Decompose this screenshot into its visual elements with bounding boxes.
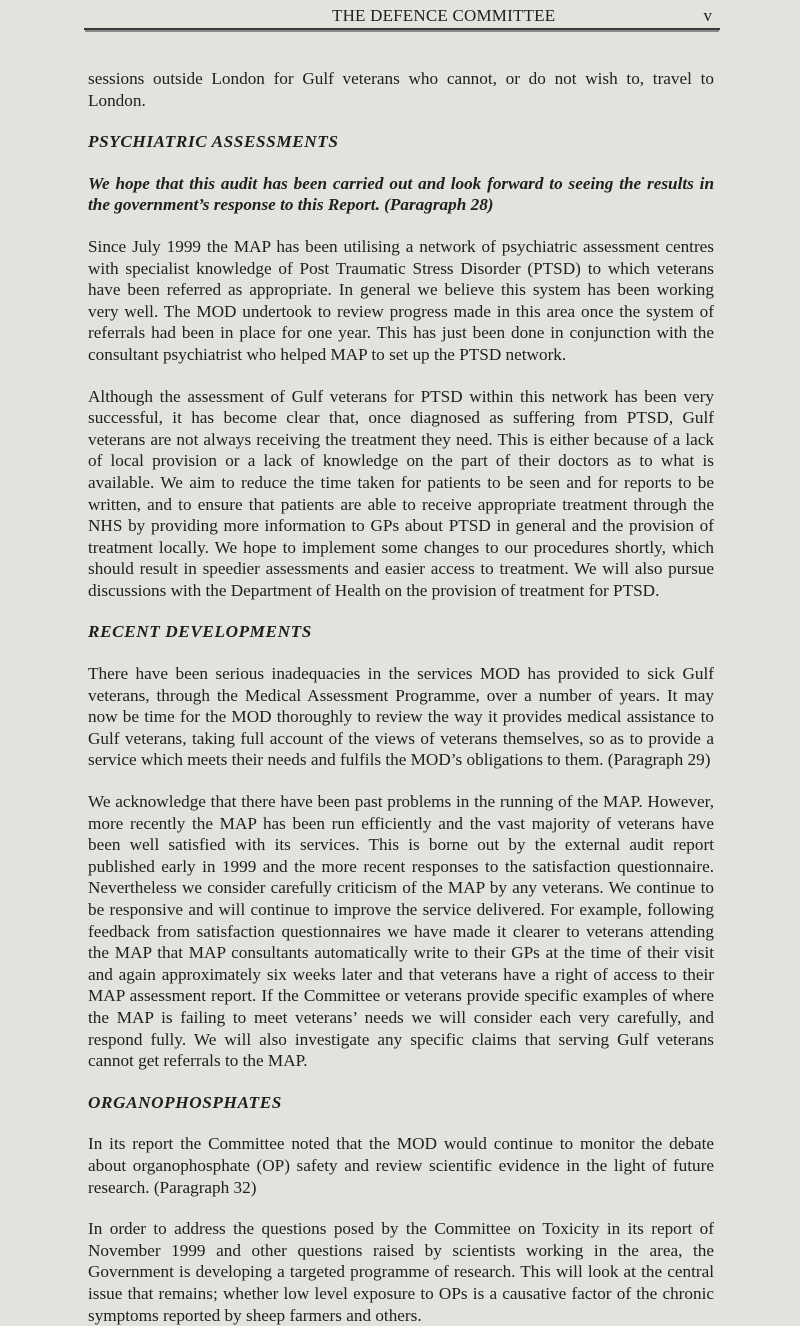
section-heading-organophosphates: ORGANOPHOSPHATES xyxy=(88,1092,282,1112)
section-heading-psychiatric-assessments: PSYCHIATRIC ASSESSMENTS xyxy=(88,132,339,152)
continued-paragraph: sessions outside London for Gulf veterans who cannot, or do not wish to, travel to London. xyxy=(88,69,714,110)
response-paragraph: In order to address the questions posed by the Committee on Toxicity in its report of November 1999 and other questions raised by scientists working in the area, the Government is developing a targeted programme of research. This will look at the central issue that remains; whether low level exposure to OPs is a causative factor of the chronic symptoms reported by sheep farmers and others. xyxy=(88,1219,714,1325)
page-number: v xyxy=(703,6,712,25)
committee-paragraph: In its report the Committee noted that the MOD would continue to monitor the debate about organophosphate (OP) safety and review scientific evidence in the light of future research. (Paragraph 32) xyxy=(88,1134,714,1197)
committee-recommendation: We hope that this audit has been carried out and look forward to seeing the results in the government’s response to this Report. (Paragraph 28) xyxy=(88,173,714,215)
response-paragraph: Although the assessment of Gulf veterans for PTSD within this network has been very successful, it has become clear that, once diagnosed as suffering from PTSD, Gulf veterans are not always receiving the treatment they need. This is either because of a lack of local provision or a lack of knowledge on the part of their doctors as to what is available. We aim to reduce the time taken for patients to be seen and for reports to be written, and to ensure that patients are able to receive appropriate treatment through the NHS by providing more information to GPs about PTSD in general and the provision of treatment locally. We hope to implement some changes to our procedures shortly, which should result in speedier assessments and easier access to treatment. We will also pursue discussions with the Department of Health on the provision of treatment for PTSD. xyxy=(88,386,714,600)
section-heading-recent-developments: RECENT DEVELOPMENTS xyxy=(88,622,312,642)
running-header-title: THE DEFENCE COMMITTEE xyxy=(332,6,556,25)
committee-paragraph: There have been serious inadequacies in the services MOD has provided to sick Gulf veterans, through the Medical Assessment Programme, over a number of years. It may now be time for the MOD thoroughly to review the way it provides medical assistance to Gulf veterans, taking full account of the views of veterans themselves, so as to provide a service which meets their needs and fulfils the MOD’s obligations to them. (Paragraph 29) xyxy=(88,664,714,770)
running-header xyxy=(84,0,720,30)
document-body xyxy=(88,30,714,1326)
response-paragraph: We acknowledge that there have been past problems in the running of the MAP. However, more recently the MAP has been run efficiently and the vast majority of veterans have been well satisfied with its services. This is borne out by the external audit report published early in 1999 and the more recent responses to the satisfaction questionnaire. Nevertheless we consider carefully criticism of the MAP by any veterans. We continue to be responsive and will continue to improve the service delivered. For example, following feedback from satisfaction questionnaires we have made it clearer to veterans attending the MAP that MAP consultants automatically write to their GPs at the time of their visit and again approximately six weeks later and that veterans have a right of access to their MAP assessment report. If the Committee or veterans provide specific examples of where the MAP is failing to meet veterans’ needs we will consider each very carefully, and respond fully. We will also investigate any specific claims that serving Gulf veterans cannot get referrals to the MAP. xyxy=(88,792,714,1071)
response-paragraph: Since July 1999 the MAP has been utilising a network of psychiatric assessment centres with specialist knowledge of Post Traumatic Stress Disorder (PTSD) to which veterans have been referred as appropriate. In general we believe this system has been working very well. The MOD undertook to review progress made in this area once the system of referrals had been in place for one year. This has just been done in conjunction with the consultant psychiatrist who helped MAP to set up the PTSD network. xyxy=(88,236,714,364)
